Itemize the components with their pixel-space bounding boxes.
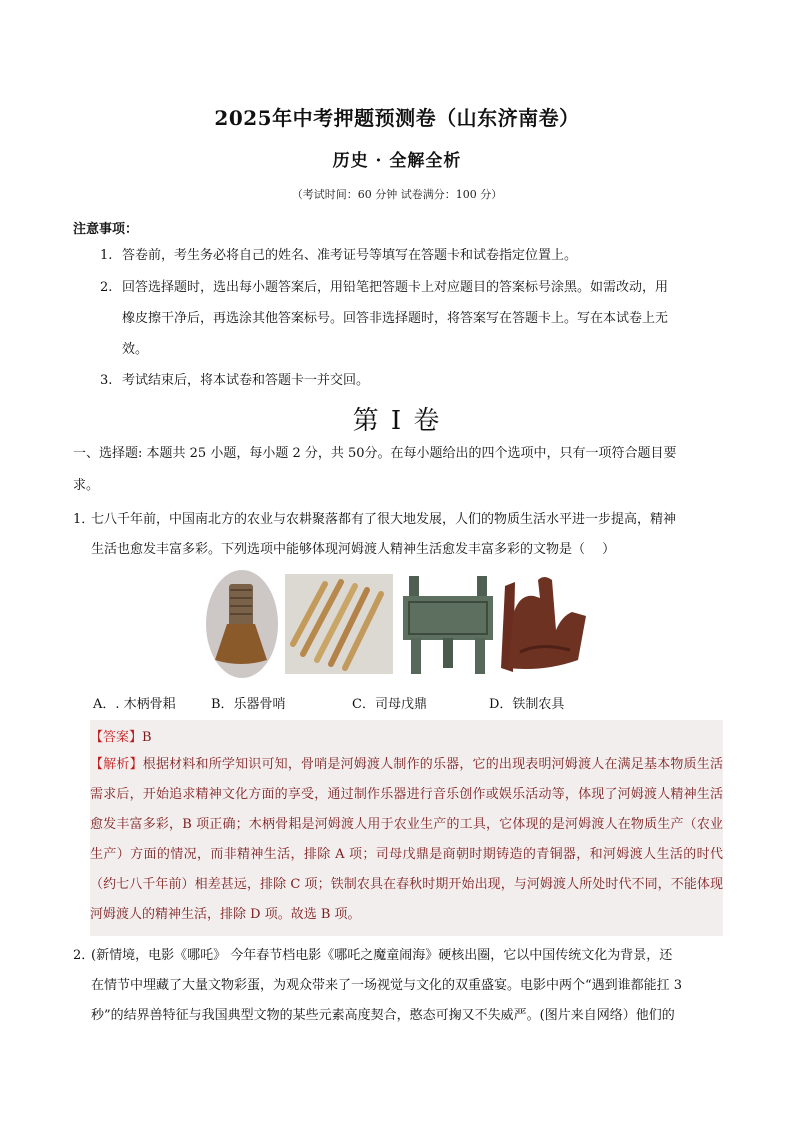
exam-info: （考试时间：60 分钟 试卷满分：100 分） [291, 188, 503, 201]
question-text: (新情境，电影《哪吒》 今年春节档电影《哪吒之魔童闹海》硬核出圈，它以中国传统文化为背景，还 [91, 948, 673, 963]
notice-item-2-cont2 [100, 335, 725, 365]
question-number: 1． [73, 512, 95, 527]
notice-text: 考试结束后，将本试卷和答题卡一并交回。 [122, 373, 370, 388]
answer-value: B [142, 730, 152, 745]
option-d[interactable]: D．铁制农具 [489, 697, 565, 712]
notice-item-3 [100, 366, 725, 396]
question-1 [73, 505, 723, 565]
notice-number: 1. [100, 248, 113, 263]
bone-whistle-image [285, 574, 393, 674]
part-intro-line2: 求。 [73, 478, 100, 493]
analysis-body: 根据材料和所学知识可知，骨哨是河姆渡人制作的乐器，它的出现表明河姆渡人在满足基本物质生活需求后，开始追求精神文化方面的享受，通过制作乐器进行音乐创作或娱乐活动等，体现了河姆渡人精神生活愈发丰富多彩，B 项正确；木柄骨耜是河姆渡人用于农业生产的工具，它体现的是河姆渡人在物质生产（农业生产）方面的情况，而非精神生活，排除 A 项；司母戊鼎是商朝时期铸造的青铜器，和河姆渡人生活的时代（约七八千年前）相差甚远，排除 C 项；铁制农具在春秋时期开始出现，与河姆渡人所处时代不同，不能体现河姆渡人的精神生活，排除 D 项。故选 B 项。 [90, 757, 723, 922]
question-text: 秒”的结界兽特征与我国典型文物的某些元素高度契合，憨态可掬又不失威严。(图片来自网络）他们的 [91, 1008, 675, 1023]
answer-block [90, 720, 723, 936]
question-1-images [205, 568, 517, 680]
part-intro-line1: 一、选择题: 本题共 25 小题，每小题 2 分，共 50分。在每小题给出的四个选项中，只有一项符合题目要 [73, 446, 677, 461]
bone-spade-image [206, 570, 278, 678]
answer-line [90, 726, 152, 745]
option-b[interactable]: B．乐器骨哨 [211, 697, 286, 712]
notice-text: 效。 [122, 342, 149, 357]
notice-text: 橡皮擦干净后，再选涂其他答案标号。回答非选择题时，将答案写在答题卡上。写在本试卷上无 [122, 311, 669, 326]
notice-item-1 [100, 241, 725, 271]
option-a[interactable]: A．. 木柄骨耜 [93, 697, 176, 712]
question-text: 生活也愈发丰富多彩。下列选项中能够体现河姆渡人精神生活愈发丰富多彩的文物是（ ） [91, 542, 616, 557]
question-2 [73, 941, 723, 1031]
analysis-text [90, 750, 723, 930]
bronze-ding-image [401, 574, 495, 678]
notice-number: 2. [100, 280, 113, 295]
notice-number: 3. [100, 373, 113, 388]
notice-item-2 [100, 273, 725, 303]
iron-tool-image [500, 572, 590, 672]
analysis-tag: 【解析】 [90, 757, 143, 772]
question-text: 七八千年前，中国南北方的农业与农耕聚落都有了很大地发展，人们的物质生活水平进一步提高，精神 [91, 512, 677, 527]
notice-item-2-cont [100, 304, 725, 334]
option-c[interactable]: C．司母戊鼎 [352, 697, 427, 712]
question-1-options [93, 693, 564, 712]
notice-heading: 注意事项： [73, 222, 139, 237]
question-text: 在情节中埋藏了大量文物彩蛋，为观众带来了一场视觉与文化的双重盛宴。电影中两个“遇到谁都能扛 3 [91, 978, 683, 993]
question-number: 2． [73, 948, 95, 963]
notice-text: 答卷前，考生务必将自己的姓名、准考证号等填写在答题卡和试卷指定位置上。 [122, 248, 578, 263]
notice-text: 回答选择题时，选出每小题答案后，用铅笔把答题卡上对应题目的答案标号涂黑。如需改动，用 [122, 280, 669, 295]
section-title: 第 I 卷 [352, 406, 442, 436]
page-subtitle: 历史 · 全解全析 [332, 151, 462, 171]
answer-tag: 【答案】 [90, 730, 143, 745]
page-title: 2025年中考押题预测卷（山东济南卷） [214, 106, 580, 130]
